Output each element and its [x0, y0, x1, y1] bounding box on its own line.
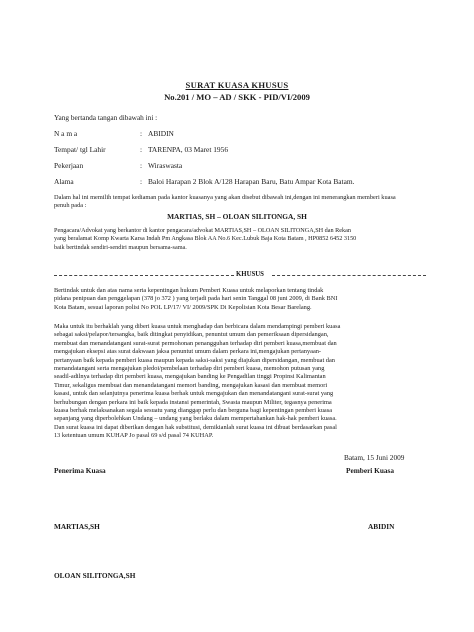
receiver-signatory-1: MARTIAS,SH — [54, 522, 100, 531]
paragraph-line: membuat dan menandatangani surat-surat permohonan penangguhan terhadap diri pemberi kuasa,membuat dan — [54, 339, 337, 347]
place-date: Batam, 15 Juni 2009 — [344, 453, 405, 462]
paragraph-line: kuasa berhak melaksanakan segala sesuatu yang dianggap perlu dan berguna bagi kepentingan pemberi kuasa — [54, 407, 333, 415]
paragraph-line: Kota Batam, sesuai laporan polisi No POL LP/17/ VI/ 2009/SPK Di Kepolisian Kota Besar Barelang. — [54, 303, 312, 311]
khusus-heading: KHUSUS — [236, 271, 264, 278]
paragraph-line: pertanyaan baik kepada pemberi kuasa maupun kepada saksi-saksi yang diajukan dipersidangan, membuat dan — [54, 356, 335, 364]
paragraph-line: Dan surat kuasa ini dapat diberikan dengan hak substitusi, demikianlah surat kuasa ini dibuat berdasarkan pasal — [54, 423, 337, 431]
paragraph-powers — [54, 323, 426, 441]
paragraph-line: seadil-adilnya terhadap diri pemberi kuasa, mengajukan banding ke Pengadilan tinggi Propinsi Kalimantan — [54, 373, 326, 381]
field-value-address: Baloi Harapan 2 Blok A/128 Harapan Baru, Batu Ampar Kota Batam. — [148, 177, 355, 186]
field-colon: : — [140, 161, 143, 170]
paragraph-line: Bertindak untuk dan atas nama serta kepentingan hukum Pemberi Kuasa untuk melaporkan tentang tindak — [54, 287, 324, 294]
khusus-divider — [54, 271, 426, 281]
field-colon: : — [140, 145, 143, 154]
intro-line: Yang bertanda tangan dibawah ini : — [54, 113, 158, 122]
paragraph-line: yang beralamat Komp Kwarta Karsa Indah Pm Angkasa Blok AA No.6 Kec.Lubuk Baja Kota Batam , HP0852 6452 3150 — [54, 235, 357, 243]
receiver-signatory-2: OLOAN SILITONGA,SH — [54, 571, 136, 580]
field-colon: : — [140, 177, 143, 186]
paragraph-purpose — [54, 287, 426, 312]
paragraph-line: baik bertindak sendiri-sendiri maupun bersama-sama. — [54, 243, 187, 251]
field-value-name: ABIDIN — [148, 129, 174, 138]
paragraph-line: Pengacara/Advokat yang berkantor di kantor pengacara/advokat MARTIAS,SH – OLOAN SILITONGA,SH dan Rekan — [54, 227, 351, 234]
paragraph-line: sepanjang yang diperbolehkan Undang – undang yang berlaku dalam mempertahankan hak-hak pemberi kuasa. — [54, 415, 337, 423]
giver-label: Pemberi Kuasa — [346, 466, 395, 475]
paragraph-line: sebagai saksi/pelapor/tersangka, baik ditingkat penyidikan, penuntut umum dan pemeriksaan dipersidangan, — [54, 331, 329, 339]
paragraph-attorney-office — [54, 227, 426, 252]
paragraph-line: pidana penipuan dan penggelapan (378 jo 372 ) yang terjadi pada hari senin Tanggal 08 juni 2009, di Bank BNI — [54, 295, 338, 303]
field-value-job: Wiraswasta — [148, 161, 183, 170]
paragraph-line: berhubungan dengan perkara ini baik kepada instansi pemerintah, Swasta maupun Militer, tegasnya penerima — [54, 398, 332, 406]
attorney-names: MARTIAS, SH – OLOAN SILITONGA, SH — [167, 212, 307, 221]
paragraph-line: mengajukan eksepsi atas surat dakwaan jaksa penuntut umum dalam perkara ini,mengajukan pertanyaan- — [54, 348, 322, 356]
giver-signatory: ABIDIN — [368, 522, 395, 531]
paragraph-line: 13 ketentuan umum KUHAP Jo pasal 69 s/d pasal 74 KUHAP. — [54, 432, 214, 440]
paragraph-line: Timur, sekaligus membuat dan menandatangani memori banding, mengajukan kasasi dan membuat memori — [54, 381, 328, 389]
paragraph-line: kasasi, untuk dan selanjutnya penerima kuasa berhak untuk mengajukan dan menandatangani surat-surat yang — [54, 390, 334, 398]
dashed-line-right — [272, 275, 426, 276]
paragraph-line: Dalam hal ini memilih tempat kediaman pada kantor kuasanya yang akan disebut dibawah ini,dengan ini menerangkan memberi kuasa — [54, 194, 396, 201]
document-number: No.201 / MO – AD / SKK - PID/VI/2009 — [164, 92, 310, 102]
paragraph-line: menandatangani serta mengajukan pledoi/pembelaan terhadap diri pemberi kuasa, memohon putusan yang — [54, 365, 325, 373]
paragraph-authorization — [54, 194, 426, 211]
receiver-label: Penerima Kuasa — [54, 466, 106, 475]
field-label-job: Pekerjaan — [54, 161, 84, 170]
document-title: SURAT KUASA KHUSUS — [185, 80, 289, 90]
field-value-birth: TARENPA, 03 Maret 1956 — [148, 145, 229, 154]
field-label-name: N a m a — [54, 129, 78, 138]
field-colon: : — [140, 129, 143, 138]
field-label-address: Alama — [54, 177, 74, 186]
dashed-line-left — [54, 275, 234, 276]
paragraph-line: penuh pada : — [54, 202, 87, 210]
paragraph-line: Maka untuk itu berhaklah yang diberi kuasa untuk menghadap dan berbicara dalam mendampingi pemberi kuasa — [54, 323, 341, 330]
field-label-birth: Tempat/ tgl Lahir — [54, 145, 106, 154]
